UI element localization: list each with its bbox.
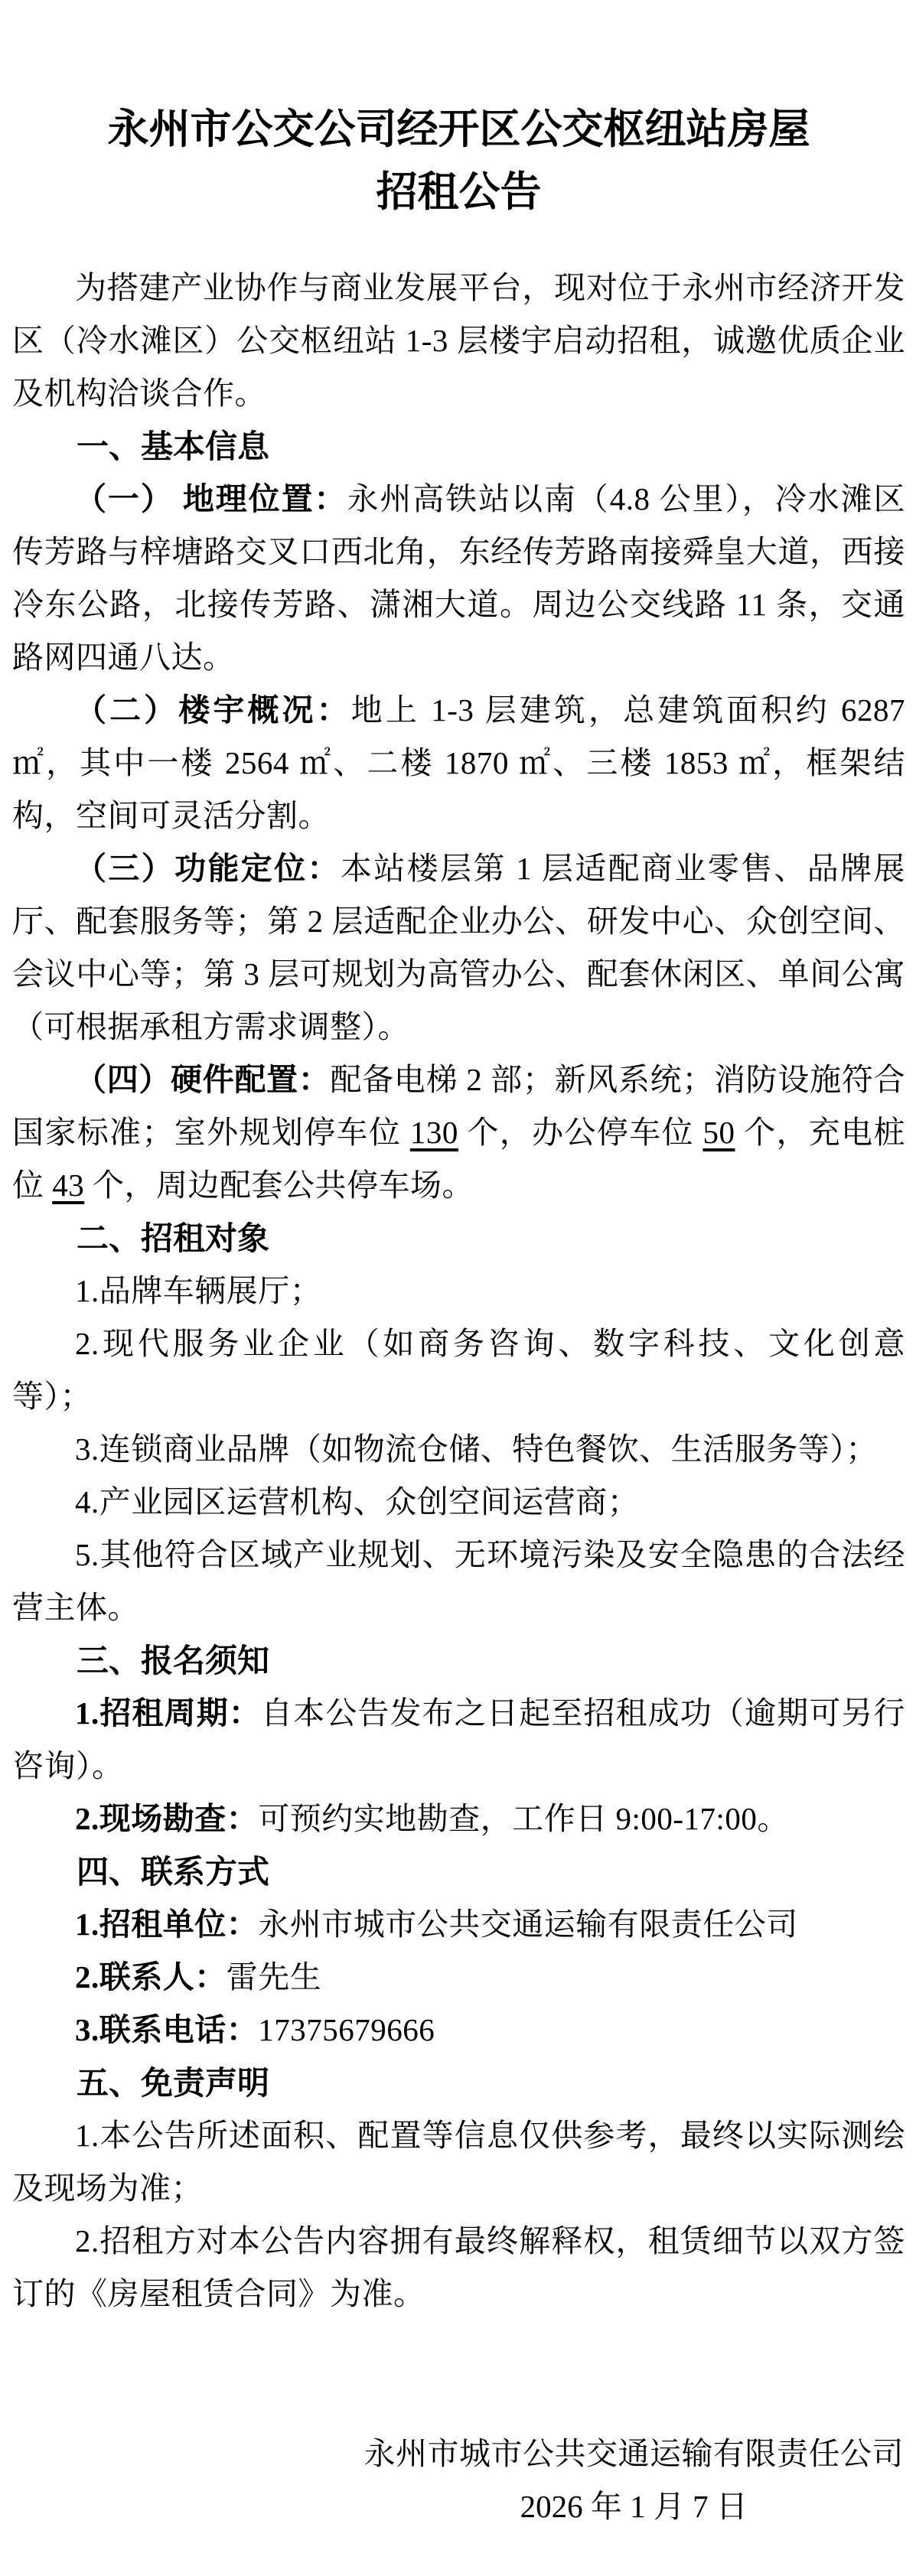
label-rental-unit: 1.招租单位： <box>75 1907 259 1942</box>
section-heading-disclaimer: 五、免责声明 <box>77 2065 270 2101</box>
label-hardware-config: （四）硬件配置： <box>75 1062 331 1097</box>
signature-date: 2026 年 1 月 7 日 <box>520 2489 748 2524</box>
disclaimer-item-2: 2.招租方对本公告内容拥有最终解释权，租赁细节以双方签订的《房屋租赁合同》为准。 <box>12 2223 905 2311</box>
disclaimer-item-1: 1.本公告所述面积、配置等信息仅供参考，最终以实际测绘及现场为准； <box>12 2118 905 2206</box>
label-contact-phone: 3.联系电话： <box>75 2012 259 2047</box>
target-item-2: 2.现代服务业企业（如商务咨询、数字科技、文化创意等）； <box>12 1326 905 1414</box>
paragraph-building-overview <box>12 684 905 842</box>
text-building-overview: 地上 1-3 层建筑，总建筑面积约 6287 ㎡，其中一楼 2564 ㎡、二楼 1870 ㎡、三楼 1853 ㎡，框架结构，空间可灵活分割。 <box>12 692 906 833</box>
text-hardware-2: 个，办公停车位 <box>458 1115 703 1150</box>
page-title-line2: 招租公告 <box>376 169 542 215</box>
text-site-survey: 可预约实地勘查，工作日 9:00-17:00。 <box>258 1801 789 1836</box>
target-item-5: 5.其他符合区域产业规划、无环境污染及安全隐患的合法经营主体。 <box>12 1537 905 1625</box>
text-rental-period: 自本公告发布之日起至招租成功（逾期可另行咨询）。 <box>12 1695 905 1783</box>
text-hardware-6: 个，周边配套公共停车场。 <box>84 1168 474 1203</box>
label-building-overview: （二）楼宇概况： <box>75 692 351 728</box>
section-heading-registration-notice: 三、报名须知 <box>77 1643 270 1679</box>
paragraph-location <box>12 473 905 684</box>
paragraph-rental-period <box>12 1687 905 1793</box>
value-charging-piles: 43 <box>52 1168 85 1203</box>
text-contact-person: 雷先生 <box>226 1959 322 1995</box>
intro-paragraph: 为搭建产业协作与商业发展平台，现对位于永州市经济开发区（冷水滩区）公交枢纽站 1-3 层楼宇启动招租，诚邀优质企业及机构洽谈合作。 <box>12 270 905 411</box>
page-title <box>12 98 905 223</box>
text-location: 永州高铁站以南（4.8 公里），冷水滩区传芳路与梓塘路交叉口西北角，东经传芳路南接舜皇大道，西接冷东公路，北接传芳路、潇湘大道。周边公交线路 11 条，交通路网四通八达。 <box>12 481 906 675</box>
value-parking-total: 130 <box>409 1115 458 1150</box>
text-hardware-4: 个，充电桩位 <box>12 1115 906 1203</box>
section-heading-basic-info: 一、基本信息 <box>77 428 270 464</box>
label-rental-period: 1.招租周期： <box>75 1695 262 1731</box>
label-site-survey: 2.现场勘查： <box>75 1801 259 1836</box>
page-title-line1: 永州市公交公司经开区公交枢纽站房屋 <box>107 106 810 152</box>
paragraph-contact-person <box>12 1951 905 2004</box>
text-function-positioning: 本站楼层第 1 层适配商业零售、品牌展厅、配套服务等；第 2 层适配企业办公、研发中心、众创空间、会议中心等；第 3 层可规划为高管办公、配套休闲区、单间公寓（可根据承租方需求调整）。 <box>12 851 906 1044</box>
section-heading-contact-info: 四、联系方式 <box>77 1854 270 1890</box>
target-item-1: 1.品牌车辆展厅； <box>75 1273 322 1308</box>
label-contact-person: 2.联系人： <box>75 1959 227 1995</box>
text-hardware-0: 配备电梯 2 部；新风系统；消防设施符合国家标准；室外规划停车位 <box>12 1062 906 1150</box>
text-contact-phone: 17375679666 <box>258 2012 435 2047</box>
label-location: （一） 地理位置： <box>75 481 347 516</box>
paragraph-hardware-config <box>12 1054 905 1212</box>
signature-company: 永州市城市公共交通运输有限责任公司 <box>363 2436 904 2471</box>
target-item-3: 3.连锁商业品牌（如物流仓储、特色餐饮、生活服务等）； <box>75 1431 878 1467</box>
paragraph-rental-unit <box>12 1898 905 1951</box>
paragraph-contact-phone <box>12 2004 905 2057</box>
label-function-positioning: （三）功能定位： <box>75 851 341 886</box>
text-rental-unit: 永州市城市公共交通运输有限责任公司 <box>258 1907 798 1942</box>
signature-block <box>12 2428 905 2533</box>
paragraph-function-positioning <box>12 842 905 1054</box>
paragraph-site-survey <box>12 1793 905 1845</box>
section-heading-rental-targets: 二、招租对象 <box>77 1220 270 1256</box>
value-parking-office: 50 <box>702 1115 735 1150</box>
target-item-4: 4.产业园区运营机构、众创空间运营商； <box>75 1484 640 1519</box>
signature-inner <box>364 2428 905 2533</box>
